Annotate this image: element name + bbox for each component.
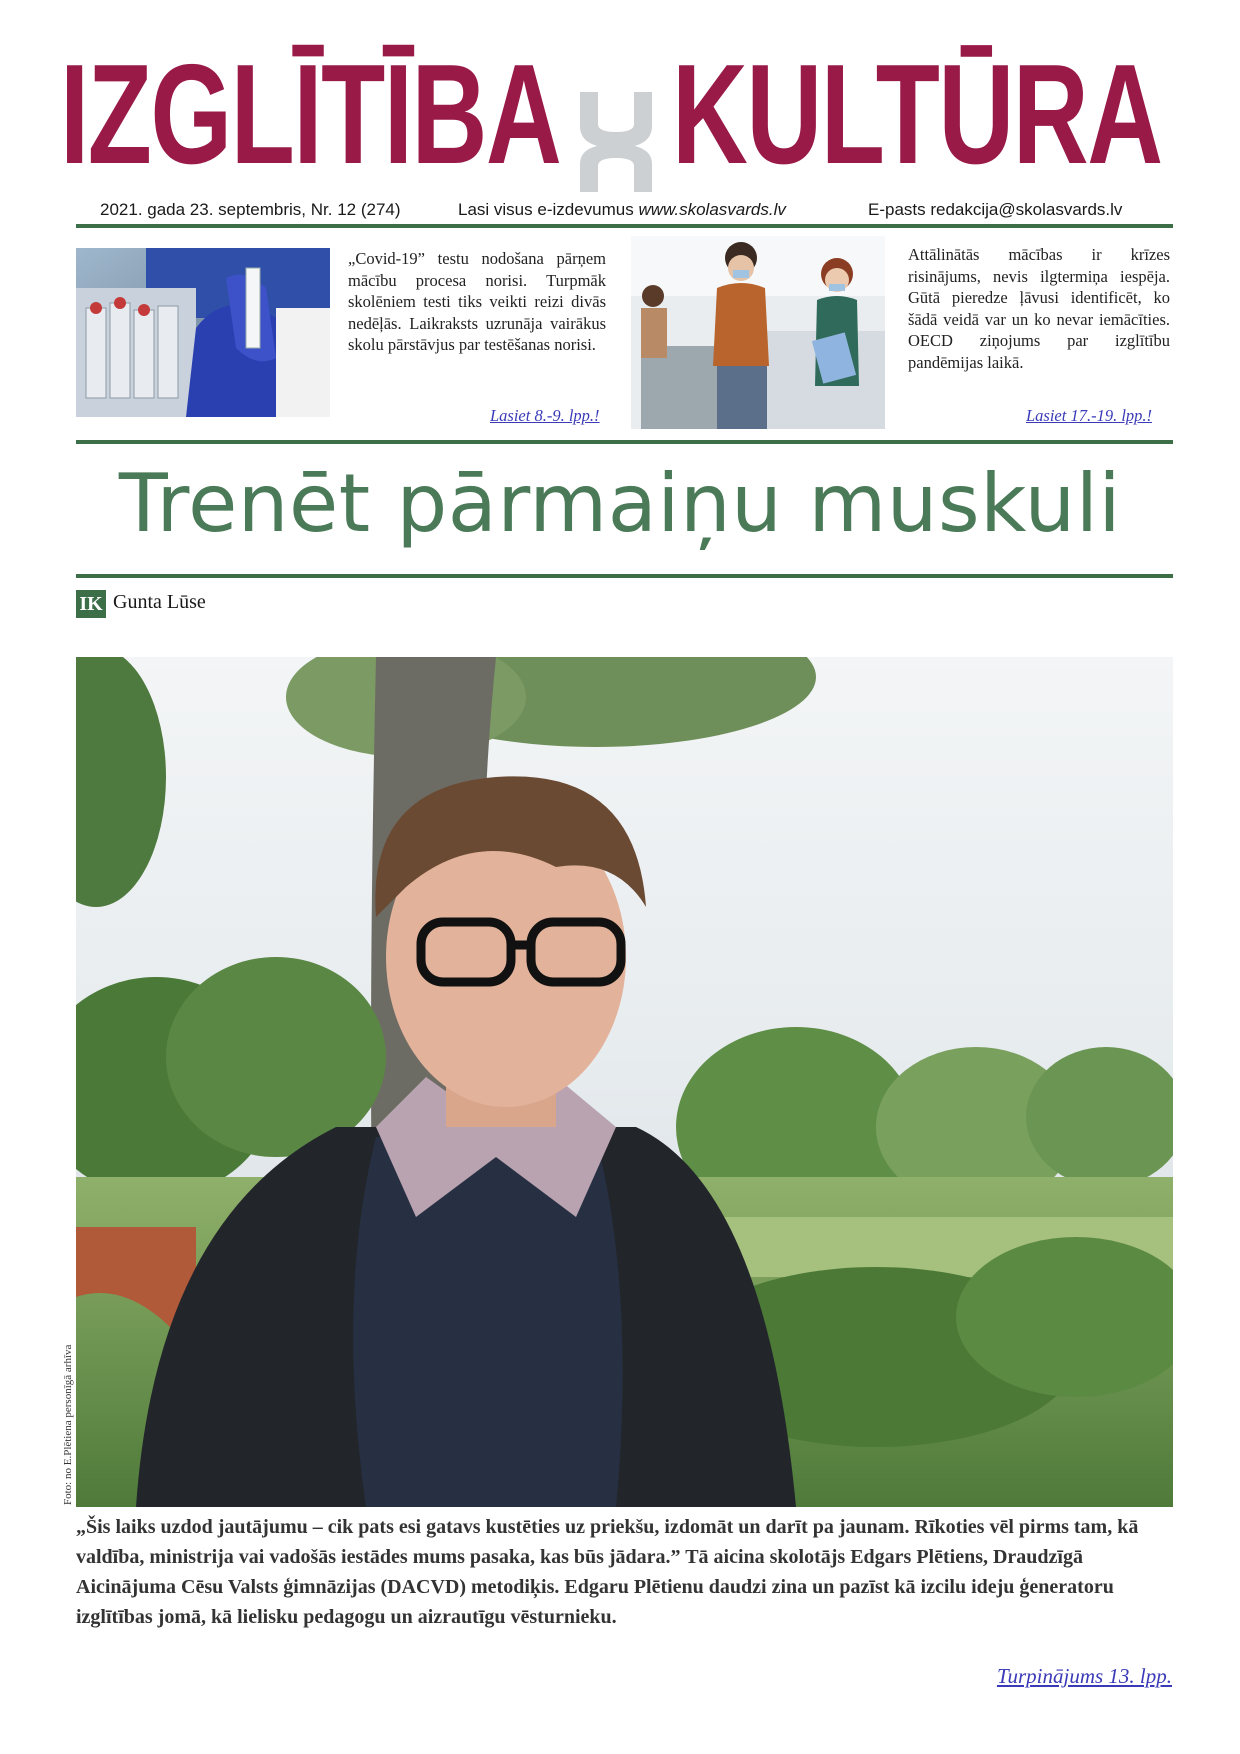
divider-top: [76, 224, 1173, 228]
byline-badge: IK: [76, 590, 106, 618]
lead-paragraph: „Šis laiks uzdod jautājumu – cik pats esi gatavs kustēties uz priekšu, izdomāt un darīt pa jaunam. Rīkoties vēl pirms tam, kā valdība, ministrija vai vadošās iestādes mums pasaka, kas būs jādara.” Tā aicina skolotājs Edgars Plētiens, Draudzīgā Aicinājuma Cēsu Valsts ģimnāzijas (DACVD) metodiķis. Edgaru Plētienu daudzi zina un pazīst kā izcilu ideju ģeneratoru izglītības jomā, kā lielisku pedagogu un aizrautīgu vēsturnieku.: [76, 1516, 1139, 1628]
continue-link[interactable]: Turpinājums 13. lpp.: [996, 1664, 1172, 1688]
masthead-word-right: KULTŪRA: [672, 35, 1162, 194]
teaser-1-link[interactable]: Lasiet 8.-9. lpp.!: [490, 406, 600, 425]
byline-author: Gunta Lūse: [113, 591, 206, 613]
issue-infobar: [70, 196, 1170, 222]
issue-date: 2021. gada 23. septembris, Nr. 12 (274): [100, 200, 401, 219]
photo-credit: Foto: no E.Plētiena personīgā arhīva: [62, 1344, 74, 1505]
headline: Trenēt pārmaiņu muskuli: [118, 457, 1122, 550]
masthead-word-left: IZGLĪTĪBA: [60, 35, 561, 194]
students-masks-photo: [631, 236, 885, 429]
e-edition-note: [458, 200, 786, 220]
teaser-1-text: „Covid-19” testu nodošana pārņem mācību procesa norisi. Turpmāk skolēniem testi tiks veikti reizi divās nedēļās. Laikraksts uzrunāja vairākus skolu pārstāvjus par testēšanas norisi.: [348, 249, 606, 354]
covid-test-photo: [76, 248, 330, 417]
email-contact[interactable]: E-pasts redakcija@skolasvards.lv: [868, 200, 1123, 219]
teaser-2-link[interactable]: Lasiet 17.-19. lpp.!: [1026, 406, 1153, 425]
site-link[interactable]: www.skolasvards.lv: [638, 200, 786, 219]
masthead: [0, 30, 1240, 194]
e-edition-prefix: Lasi visus e-izdevumus: [458, 200, 639, 219]
divider-headline: [76, 574, 1173, 578]
masthead-un-logo: [574, 86, 658, 192]
teaser-2-text: Attālinātās mācības ir krīzes risinājums, nevis ilgtermiņa iespēja. Gūtā pieredze ļāvusi identificēt, ko šādā veidā var un ko nevar iemācīties. OECD ziņojums par izglītību pandēmijas laikā.: [908, 245, 1170, 372]
divider-teasers: [76, 440, 1173, 444]
main-portrait-photo: [76, 657, 1173, 1507]
